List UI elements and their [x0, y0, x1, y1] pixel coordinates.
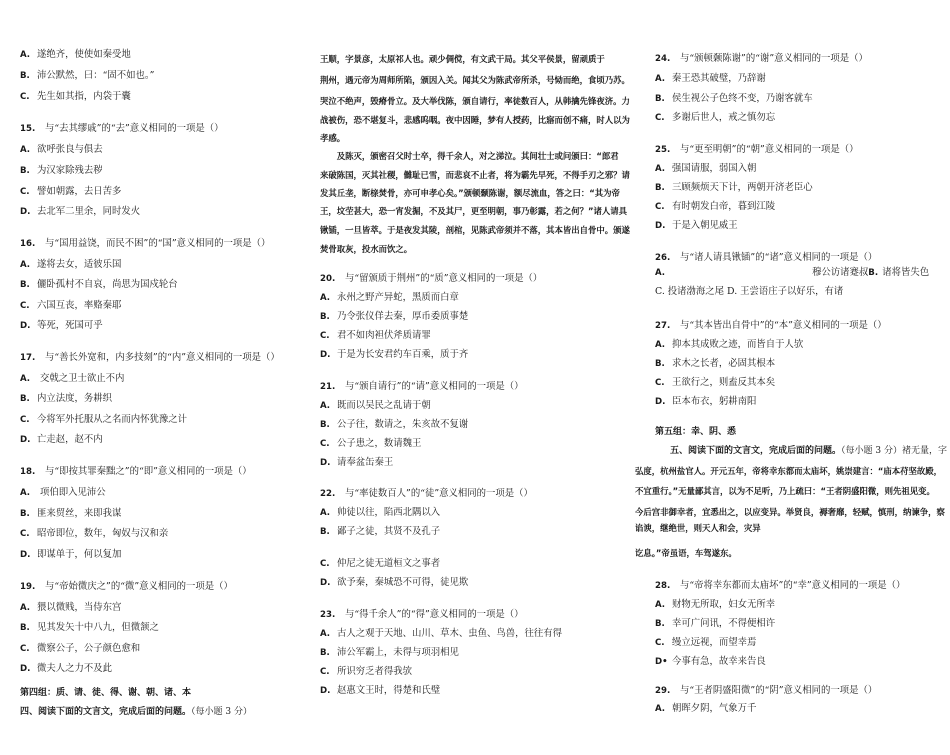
question-text: 与“王者阴盛阳微”的“阴”意义相同的一项是（）: [680, 685, 878, 696]
option-letter: C.: [655, 378, 665, 388]
option-line: [320, 628, 562, 640]
option-line: [655, 656, 766, 668]
option-line: [20, 373, 124, 385]
question-text: 与“率徒数百人”的“徒”意义相同的一项是（）: [345, 488, 533, 499]
option-line: [20, 70, 154, 82]
passage-line: 弘度，杭州盐官人。开元五年，帝将幸东都而太庙坏，姚崇建言：“庙本苻坚故殿，: [635, 466, 943, 476]
option-line: [655, 599, 775, 611]
option-line: [20, 643, 140, 655]
option-letter: C.: [655, 202, 665, 212]
option-text: 即谋单于，何以复加: [37, 549, 122, 560]
option-text: 君不如肉袒伏斧质请罪: [337, 330, 431, 341]
option-line: [655, 358, 775, 370]
option-line: [20, 320, 103, 332]
option-text: 三顾频烦天下计，两朝开济老臣心: [672, 182, 813, 193]
option-letter: A.: [655, 74, 666, 84]
option-letter: B.: [655, 619, 665, 629]
option-letter: C.: [20, 187, 30, 197]
option-letter: A.: [20, 603, 31, 613]
option-letter: A.: [655, 340, 666, 350]
option-line: [320, 526, 440, 538]
option-letter: D.: [20, 321, 31, 331]
option-line: [20, 663, 112, 675]
option-line: [655, 637, 756, 649]
section-heading: 第五组：幸、阴、悉: [655, 427, 737, 437]
option-line: [20, 393, 112, 405]
passage-line: 焚骨取灰，投水而饮之。: [320, 244, 413, 254]
option-text: 有时朝发白帝，暮到江陵: [672, 201, 776, 212]
option-letter: B.: [20, 280, 30, 290]
question-number: 17.: [20, 353, 36, 363]
option-letter: D.: [320, 686, 331, 696]
question-line: [655, 252, 877, 264]
option-text: 欲呼张良与俱去: [37, 144, 103, 155]
option-letter: A.: [20, 260, 31, 270]
passage-line: 今后宫非御幸者，宜悉出之，以应变异。举贤良，褥奢靡，轻赋，慎刑，纳谏争，察: [635, 507, 945, 517]
passage-line: 及陈灭，颁密召父时士卒，得千余人，对之涕泣。其间壮士或问颁曰：“郎君: [320, 151, 619, 161]
question-text: 与“更至明朝”的“朝”意义相同的一项是（）: [680, 144, 859, 155]
heading-text: 五、阅读下面的文言文，完成后面的问题。: [670, 446, 842, 456]
option-text: 譬如朝露，去日苦多: [37, 186, 122, 197]
option-letter: B.: [320, 420, 330, 430]
option-text: 帅徒以往，陷西北隅以入: [337, 507, 441, 518]
option-text: 见其发矢十中八九，但微颔之: [37, 622, 159, 633]
option-line: [320, 666, 412, 678]
option-text: 乃令张仪佯去秦，厚币委质事楚: [337, 311, 469, 322]
question-line: [20, 466, 252, 478]
question-number: 23.: [320, 610, 336, 620]
question-text: 与“善长外宽和，内多技刻”的“内”意义相同的一项是（）: [45, 352, 280, 363]
option-text: 求木之长者，必固其根本: [672, 358, 776, 369]
option-letter: C.: [20, 415, 30, 425]
option-letter: B.: [320, 312, 330, 322]
option-letter: D.: [20, 207, 31, 217]
question-line: [320, 609, 524, 621]
option-letter: A.: [320, 401, 331, 411]
option-text: 猥以微贱，当侍东宫: [37, 602, 122, 613]
option-text: 微夫人之力不及此: [37, 663, 113, 674]
option-text: 沛公默然，曰：“固不如也。”: [37, 70, 155, 81]
option-text: 交戟之卫士欲止不内: [37, 373, 125, 384]
option-text: 侯生视公子色终不变，乃谢客就车: [672, 93, 813, 104]
passage-line: 来破陈国，灭其社稷，雠耻已雪，而悲哀不止者，将为霸先早死，不得手刃之邪？请: [320, 170, 630, 180]
option-letter: A.: [655, 268, 666, 278]
option-text: 微察公子，公子颜色愈和: [37, 643, 141, 654]
option-text: 匪来贸丝，来即我谋: [37, 508, 122, 519]
option-text: 请奉盆缶秦王: [337, 457, 394, 468]
option-text: 强国请服，弱国入朝: [672, 163, 757, 174]
question-number: 29.: [655, 686, 671, 696]
question-number: 24.: [655, 54, 671, 64]
option-line: [20, 279, 178, 291]
option-line: [20, 300, 121, 312]
option-letter: C.: [20, 644, 30, 654]
option-letter: A.: [655, 164, 666, 174]
heading-text: 第四组：质、请、徒、得、谢、朝、诸、本: [20, 688, 192, 698]
option-line: [655, 220, 738, 232]
option-letter: B.: [868, 268, 879, 278]
option-letter: C.: [320, 559, 330, 569]
question-number: 18.: [20, 467, 36, 477]
option-text: 鄙子之徒，其贤不及孔子: [337, 526, 441, 537]
passage-line: 谄谀，继绝世，则天人和会，灾异: [635, 523, 761, 533]
question-number: 26.: [655, 253, 671, 263]
option-line: [655, 396, 756, 408]
option-text: 臣本布衣，躬耕南阳: [672, 396, 757, 407]
passage-line: 锹锸，一旦皆萃。于是夜发其陵，剖棺，见陈武帝须并不落，其本皆出自骨中。颁遂: [320, 225, 630, 235]
option-letter: D.: [320, 578, 331, 588]
question-text: 与“去其缪戚”的“去”意义相同的一项是（）: [45, 123, 224, 134]
option-letter: A.: [320, 629, 331, 639]
question-line: [20, 238, 270, 250]
question-line: [320, 488, 533, 500]
option-text: 今将军外托服从之名而内怀犹豫之计: [37, 414, 188, 425]
option-line: [320, 685, 440, 697]
question-line: [655, 685, 877, 697]
question-text: 与“帝将幸东都而太庙坏”的“幸”意义相同的一项是（）: [680, 580, 906, 591]
option-letter: A.: [320, 508, 331, 518]
option-line: [20, 186, 121, 198]
option-line: [20, 508, 121, 520]
option-letter: B.: [655, 183, 665, 193]
question-line: [20, 123, 224, 135]
option-letter: B.: [20, 623, 30, 633]
option-text: 永州之野产异蛇，黑质而白章: [337, 292, 459, 303]
option-line: [320, 577, 468, 589]
option-text: 为汉家除残去秽: [37, 165, 103, 176]
question-text: 与“即按其罪秦黜之”的“即”意义相同的一项是（）: [45, 466, 252, 477]
option-line: [20, 549, 121, 561]
option-letter: C.: [20, 92, 30, 102]
option-letter: D.: [655, 221, 666, 231]
option-line: [320, 507, 440, 519]
option-text: 所识穷乏者得我欤: [337, 666, 413, 677]
option-text: 六国互丧，率赂秦耶: [37, 300, 122, 311]
option-line: [320, 419, 468, 431]
option-letter: B.: [20, 71, 30, 81]
option-text: 公子往，数请之，朱亥故不复谢: [337, 419, 469, 430]
option-line: [20, 144, 103, 156]
option-text: 遂绝齐，使使如秦受地: [37, 49, 131, 60]
passage-line: 哭泣不绝声，毁瘠骨立。及大举伐陈，颁自请行，率徒数百人，从韩擒先锋夜济。力: [320, 96, 630, 106]
option-line: [20, 49, 131, 61]
option-line: [655, 703, 756, 715]
option-letter: B.: [20, 394, 30, 404]
option-line: [655, 267, 929, 279]
passage-line: 荆州，遇元帝为周师所陷，颁因入关。闻其父为陈武帝所杀，号恸而绝，食顷乃苏。: [320, 75, 630, 85]
option-letter: A.: [655, 600, 666, 610]
option-line: [655, 182, 813, 194]
question-number: 16.: [20, 239, 36, 249]
option-text: 多谢后世人，戒之慎勿忘: [672, 112, 776, 123]
option-text: 朝晖夕阴，气象万千: [672, 703, 757, 714]
option-letter: B.: [20, 166, 30, 176]
option-text: 昭帝即位，数年，匈奴与汉和亲: [37, 528, 169, 539]
option-text: 内立法度，务耕织: [37, 393, 113, 404]
option-letter: C.: [20, 529, 30, 539]
passage-line: 孝感。: [320, 133, 346, 143]
option-line: [655, 163, 756, 175]
section-heading: [670, 445, 947, 457]
option-line: [20, 622, 159, 634]
option-text: 仲尼之徒无道桓文之事者: [337, 558, 441, 569]
option-line: [320, 400, 431, 412]
option-line: [20, 206, 140, 218]
question-number: 15.: [20, 124, 36, 134]
option-text: 沛公军霸上，未得与项羽相见: [337, 647, 459, 658]
option-line: [320, 558, 440, 570]
option-text: 公子患之，数请魏王: [337, 438, 422, 449]
heading-text: 四、阅读下面的文言文，完成后面的问题。: [20, 707, 192, 717]
option-line: [655, 73, 766, 85]
option-text: 项伯即入见沛公: [37, 487, 106, 498]
heading-note: （每小题 3 分）褚无量，字: [841, 446, 947, 456]
option-text: 王欲行之，则盍反其本矣: [672, 377, 776, 388]
option-letter: A.: [20, 50, 31, 60]
question-line: [20, 581, 233, 593]
option-letter: B.: [20, 509, 30, 519]
option-text: 去北军二里余，同时发火: [37, 206, 141, 217]
option-text: 等死，死国可乎: [37, 320, 103, 331]
option-line: [320, 647, 459, 659]
question-line: [655, 144, 859, 156]
question-number: 19.: [20, 582, 36, 592]
passage-line: 王，坟茔甚大，恐一宵发掘，不及其尸，更至明朝，事乃彰露，若之何？”诸人请具: [320, 206, 628, 216]
option-text: 缦立远视，而望幸焉: [672, 637, 757, 648]
option-line: [20, 259, 121, 271]
option-text: 抑本其成败之迹，而皆自于人欤: [672, 339, 804, 350]
question-number: 22.: [320, 489, 336, 499]
option-letter: D.: [20, 664, 31, 674]
option-letter: C.: [655, 638, 665, 648]
option-letter: A.: [20, 374, 31, 384]
question-line: [655, 320, 887, 332]
question-text: 与“其本皆出自骨中”的“本”意义相同的一项是（）: [680, 320, 887, 331]
option-text: 幸可广问讯，不得便相许: [672, 618, 776, 629]
question-text: 与“得千余人”的“得”意义相同的一项是（）: [345, 609, 524, 620]
option-line: [320, 349, 468, 361]
option-line: [655, 618, 775, 630]
option-text: 古人之观于天地、山川、草木、虫鱼、鸟兽，往往有得: [337, 628, 563, 639]
option-letter: D.: [320, 350, 331, 360]
question-line: [320, 273, 542, 285]
option-line: [320, 292, 459, 304]
section-heading: [20, 706, 252, 718]
option-letter: C.: [320, 667, 330, 677]
option-letter: D.: [20, 435, 31, 445]
option-letter: B.: [655, 359, 665, 369]
option-text: 儷卧孤村不自哀，尚思为国戍轮台: [37, 279, 178, 290]
option-line: [20, 528, 168, 540]
option-text: 遂将去女，适彼乐国: [37, 259, 122, 270]
option-letter: A.: [20, 488, 31, 498]
question-text: 与“颁顿颡陈谢”的“谢”意义相同的一项是（）: [680, 53, 868, 64]
option-line: [20, 602, 121, 614]
option-letter: C.: [655, 113, 665, 123]
option-letter: B.: [320, 648, 330, 658]
option-letter: C.: [20, 301, 30, 311]
option-text: 秦王恐其破璧，乃辞谢: [672, 73, 766, 84]
option-letter: A.: [20, 145, 31, 155]
question-line: [655, 580, 905, 592]
option-line: [655, 112, 775, 124]
question-text: 与“国用益饶，而民不困”的“国”意义相同的一项是（）: [45, 238, 271, 249]
option-letter: B.: [655, 94, 665, 104]
passage-line: 王顺，字景彦，太原祁人也。顽少倜傥，有文武干局。其父平侯景，留顽质于: [320, 54, 605, 64]
option-letter: C.: [320, 331, 330, 341]
question-text: 与“颁自请行”的“请”意义相同的一项是（）: [345, 381, 524, 392]
question-number: 27.: [655, 321, 671, 331]
option-text: 今事有急，故幸来告良: [672, 656, 766, 667]
option-line: [20, 434, 103, 446]
option-letter: D•: [655, 657, 668, 667]
option-line: [655, 201, 775, 213]
option-line: [655, 377, 775, 389]
question-number: 20.: [320, 274, 336, 284]
question-text: 与“诸人请具锹锸”的“诸”意义相同的一项是（）: [680, 252, 878, 263]
option-letter: C.: [320, 439, 330, 449]
option-line: [655, 93, 813, 105]
option-line: [655, 339, 803, 351]
question-line: [320, 381, 524, 393]
option-text: 先生如其指，内袋于囊: [37, 91, 131, 102]
question-number: 25.: [655, 145, 671, 155]
option-line: C. 投诸渤海之尾 D. 王尝语庄子以好乐，有诸: [655, 286, 844, 297]
option-line: [20, 165, 103, 177]
question-number: 28.: [655, 581, 671, 591]
option-text: 于是为长安君约车百乘，质于齐: [337, 349, 469, 360]
question-line: [20, 352, 280, 364]
option-line: [320, 311, 468, 323]
option-letter: A.: [655, 704, 666, 714]
passage-line: 不宜重行。”无量鄙其言，以为不足听，乃上疏曰：“王者阴盛阳微，则先祖见变。: [635, 486, 935, 496]
section-heading: [20, 687, 191, 699]
option-letter: A.: [320, 293, 331, 303]
option-letter: D.: [655, 397, 666, 407]
option-text: 亡走赵，赵不内: [37, 434, 103, 445]
option-line: [20, 487, 106, 499]
option-line: [20, 91, 131, 103]
option-text: 诸将皆失色: [882, 267, 930, 278]
option-line: [320, 438, 421, 450]
option-line: [320, 330, 431, 342]
option-letter: B.: [320, 527, 330, 537]
option-letter: D.: [320, 458, 331, 468]
question-text: 与“留颁质于荆州”的“质”意义相同的一项是（）: [345, 273, 543, 284]
question-number: 21.: [320, 382, 336, 392]
option-text: 于是入朝见威王: [672, 220, 738, 231]
option-line: [320, 457, 393, 469]
option-text: 既而以吴民之乱请于朝: [337, 400, 431, 411]
question-text: 与“帝始微庆之”的“微”意义相同的一项是（）: [45, 581, 233, 592]
passage-line: 战被伤，恐不堪复斗，悲感呜咽。夜中因睡，梦有人授药，比寤而创不痛，时人以为: [320, 115, 630, 125]
option-text: 赵惠文王时，得楚和氏璧: [337, 685, 441, 696]
passage-line: 讫息。”帝虽语，车驾遂东。: [635, 548, 737, 558]
heading-note: （每小题 3 分）: [191, 707, 252, 717]
option-letter: D.: [20, 550, 31, 560]
option-line: [20, 414, 187, 426]
option-text: 穆公访诸蹇叔: [812, 267, 869, 278]
option-text: 欲予秦，秦城恐不可得，徒见欺: [337, 577, 469, 588]
question-line: [655, 53, 868, 65]
option-text: 财物无所取，妇女无所幸: [672, 599, 776, 610]
passage-line: 发其丘垄，断榇焚骨，亦可申孝心矣。”颁顿颡陈谢，额尽流血，答之曰：“其为帝: [320, 188, 620, 198]
